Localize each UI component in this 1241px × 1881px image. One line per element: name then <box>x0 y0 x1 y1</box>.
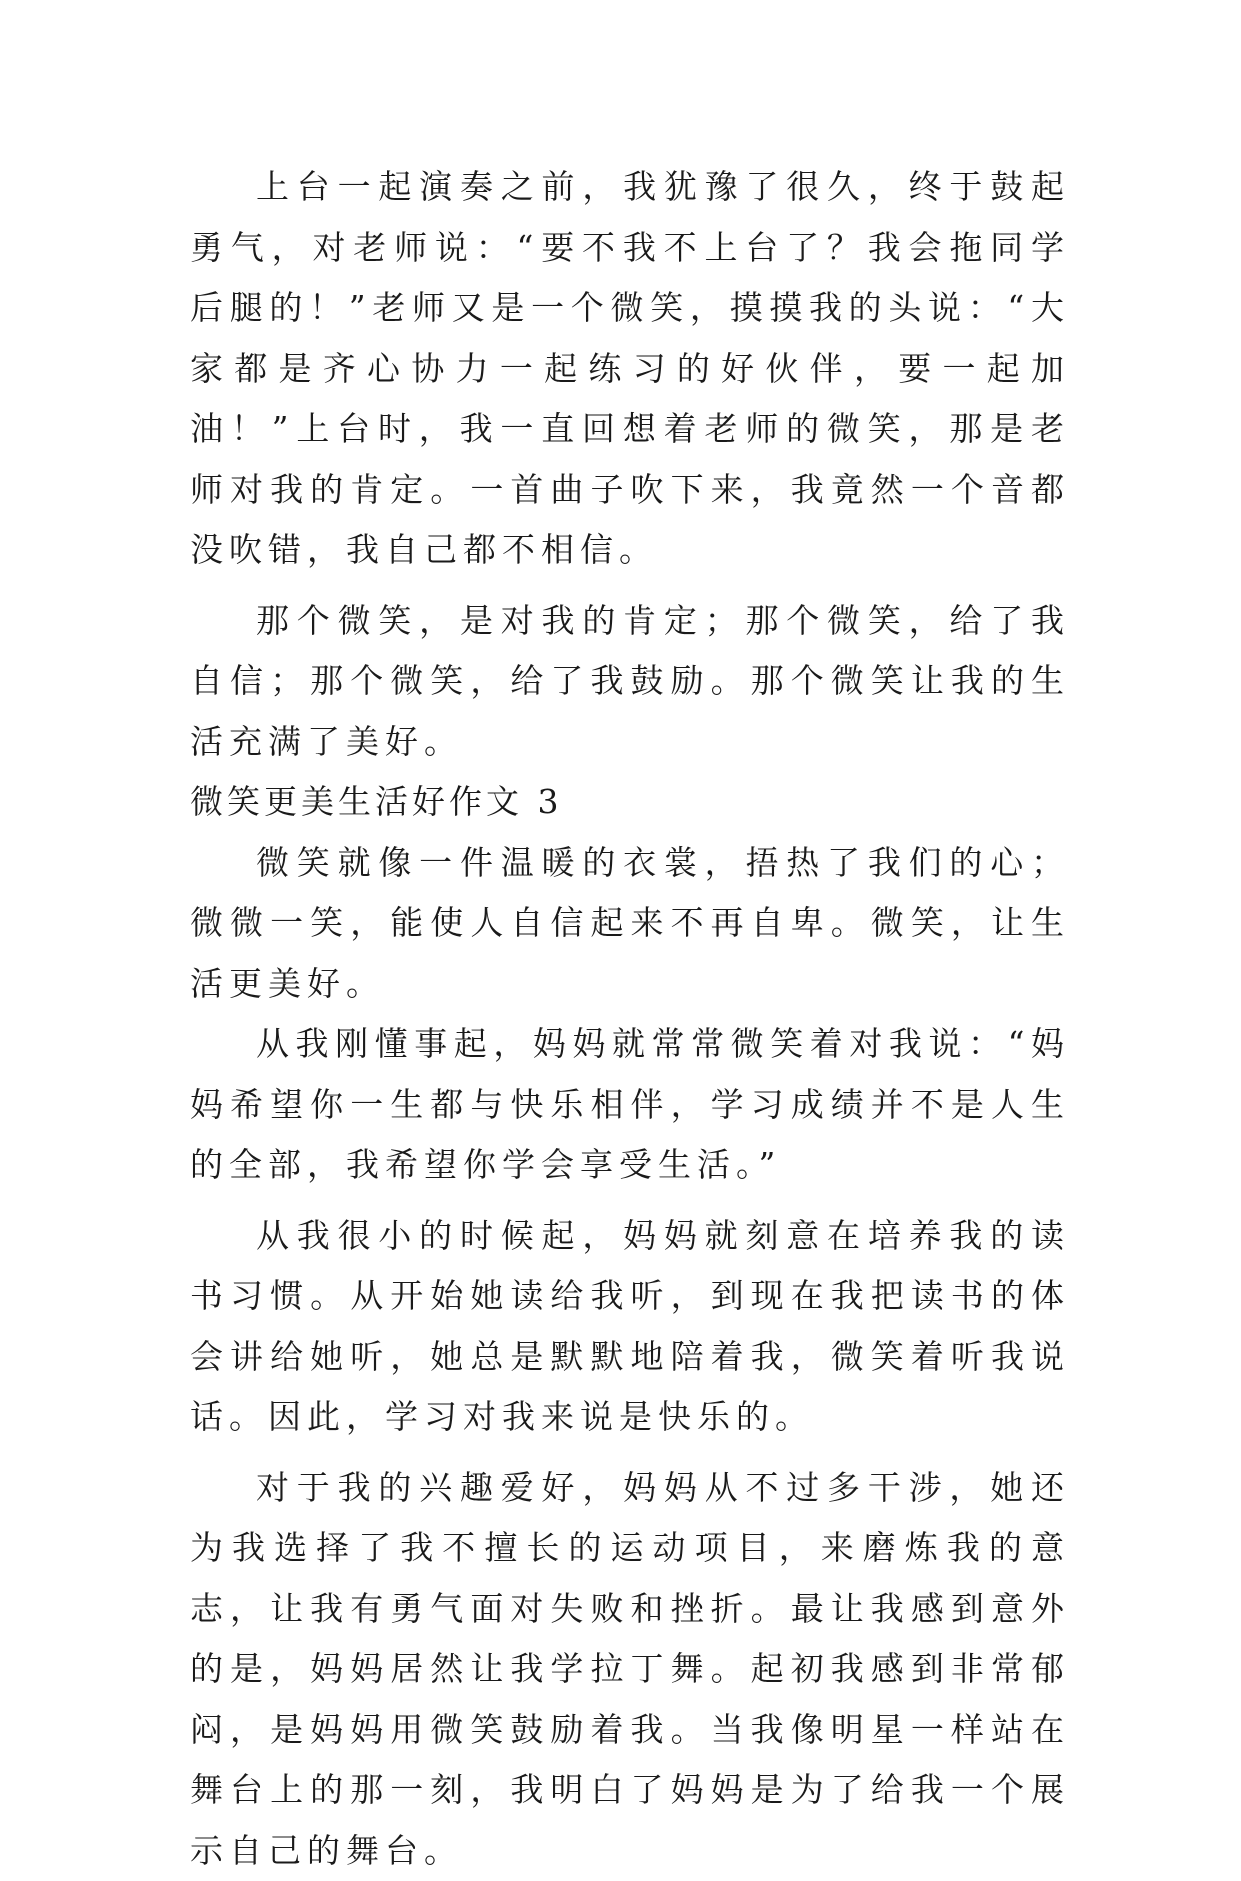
paragraph-mother-hope: 从我刚懂事起，妈妈就常常微笑着对我说：“妈妈希望你一生都与快乐相伴，学习成绩并不是人生的全部，我希望你学会享受生活。” <box>190 1014 1070 1196</box>
section-heading: 微笑更美生活好作文 3 <box>190 772 1070 833</box>
paragraph-performance: 上台一起演奏之前，我犹豫了很久，终于鼓起勇气，对老师说：“要不我不上台了？我会拖同学后腿的！”老师又是一个微笑，摸摸我的头说：“大家都是齐心协力一起练习的好伙伴，要一起加油！”上台时，我一直回想着老师的微笑，那是老师对我的肯定。一首曲子吹下来，我竟然一个音都没吹错，我自己都不相信。 <box>190 157 1070 581</box>
paragraph-smile-summary: 那个微笑，是对我的肯定；那个微笑，给了我自信；那个微笑，给了我鼓励。那个微笑让我的生活充满了美好。 <box>190 591 1070 773</box>
paragraph-latin-dance: 对于我的兴趣爱好，妈妈从不过多干涉，她还为我选择了我不擅长的运动项目，来磨炼我的意志，让我有勇气面对失败和挫折。最让我感到意外的是，妈妈居然让我学拉丁舞。起初我感到非常郁闷，是妈妈用微笑鼓励着我。当我像明星一样站在舞台上的那一刻，我明白了妈妈是为了给我一个展示自己的舞台。 <box>190 1458 1070 1881</box>
document-body <box>190 157 1070 1881</box>
paragraph-reading-habit: 从我很小的时候起，妈妈就刻意在培养我的读书习惯。从开始她读给我听，到现在我把读书的体会讲给她听，她总是默默地陪着我，微笑着听我说话。因此，学习对我来说是快乐的。 <box>190 1206 1070 1448</box>
paragraph-smile-intro: 微笑就像一件温暖的衣裳，捂热了我们的心；微微一笑，能使人自信起来不再自卑。微笑，让生活更美好。 <box>190 833 1070 1015</box>
